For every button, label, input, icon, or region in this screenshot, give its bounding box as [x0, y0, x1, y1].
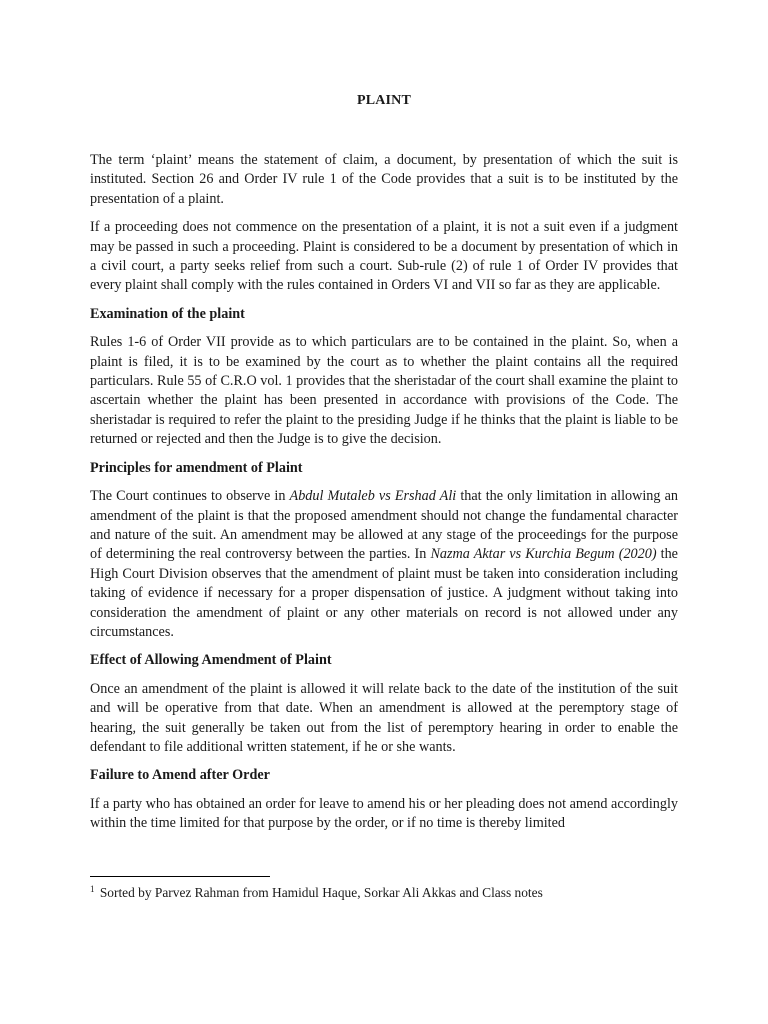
footnote-marker: 1 — [90, 883, 95, 894]
paragraph-plaint-proceeding: If a proceeding does not commence on the presentation of a plaint, it is not a suit even if a judgment may be passed in such a proceeding. Plaint is considered to be a document by presentation of which in a civil court, a party seeks relief from such a court. Sub-rule (2) of rule 1 of Order IV provides that every plaint shall comply with the rules contained in Orders VI and VII so far as they are applicable. — [90, 219, 678, 294]
text-segment: the High Court Division observes that the amendment of plaint must be taken into consideration including taking of evidence if necessary for a proper dispensation of justice. A judgment without taking into consideration the amendment of plaint or any other materials on record is not allowed under any circumstances. — [90, 546, 678, 640]
case-citation-nazma-aktar: Nazma Aktar vs Kurchia Begum (2020) — [430, 546, 657, 563]
heading-principles-amendment: Principles for amendment of Plaint — [90, 459, 303, 476]
paragraph-principles-amendment — [90, 487, 678, 642]
heading-effect-amendment: Effect of Allowing Amendment of Plaint — [90, 652, 332, 669]
page-title: PLAINT — [356, 93, 412, 108]
paragraph-effect-amendment: Once an amendment of the plaint is allowed it will relate back to the date of the institution of the suit and will be operative from that date. When an amendment is allowed at the peremptory stage of hearing, the suit generally be taken out from the list of peremptory hearing in order to enable the defendant to file additional written statement, if he or she wants. — [90, 680, 678, 755]
paragraph-examination: Rules 1-6 of Order VII provide as to which particulars are to be contained in the plaint. So, when a plaint is filed, it is to be examined by the court as to whether the plaint contains all the required particulars. Rule 55 of C.R.O vol. 1 provides that the sheristadar of the court shall examine the plaint to ascertain whether the plaint has been presented in accordance with provisions of the Code. The sheristadar is required to refer the plaint to the presiding Judge if he thinks that the plaint is liable to be returned or rejected and then the Judge is to give the decision. — [90, 334, 678, 448]
document-body — [90, 151, 678, 843]
document-page — [90, 0, 678, 1024]
text-segment: The Court continues to observe in — [90, 488, 290, 505]
footnote-text: Sorted by Parvez Rahman from Hamidul Haque, Sorkar Ali Akkas and Class notes — [99, 885, 543, 900]
footnote-separator — [90, 876, 270, 877]
paragraph-plaint-definition: The term ‘plaint’ means the statement of claim, a document, by presentation of which the suit is instituted. Section 26 and Order IV rule 1 of the Code provides that a suit is to be instituted by the presentation of a plaint. — [90, 152, 678, 207]
heading-failure-to-amend: Failure to Amend after Order — [90, 767, 270, 784]
paragraph-failure-to-amend: If a party who has obtained an order for leave to amend his or her pleading does not amend accordingly within the time limited for that purpose by the order, or if no time is thereby limited — [90, 795, 678, 832]
text-segment: that the only limitation in allowing an amendment of the plaint is that the proposed amendment should not change the fundamental character and nature of the suit. An amendment may be allowed at any stage of the proceedings for the purpose of determining the real controversy between the parties. In — [90, 488, 678, 563]
case-citation-abdul-mutaleb: Abdul Mutaleb vs Ershad Ali — [289, 488, 457, 505]
heading-examination: Examination of the plaint — [90, 305, 245, 322]
footnote — [90, 884, 678, 902]
